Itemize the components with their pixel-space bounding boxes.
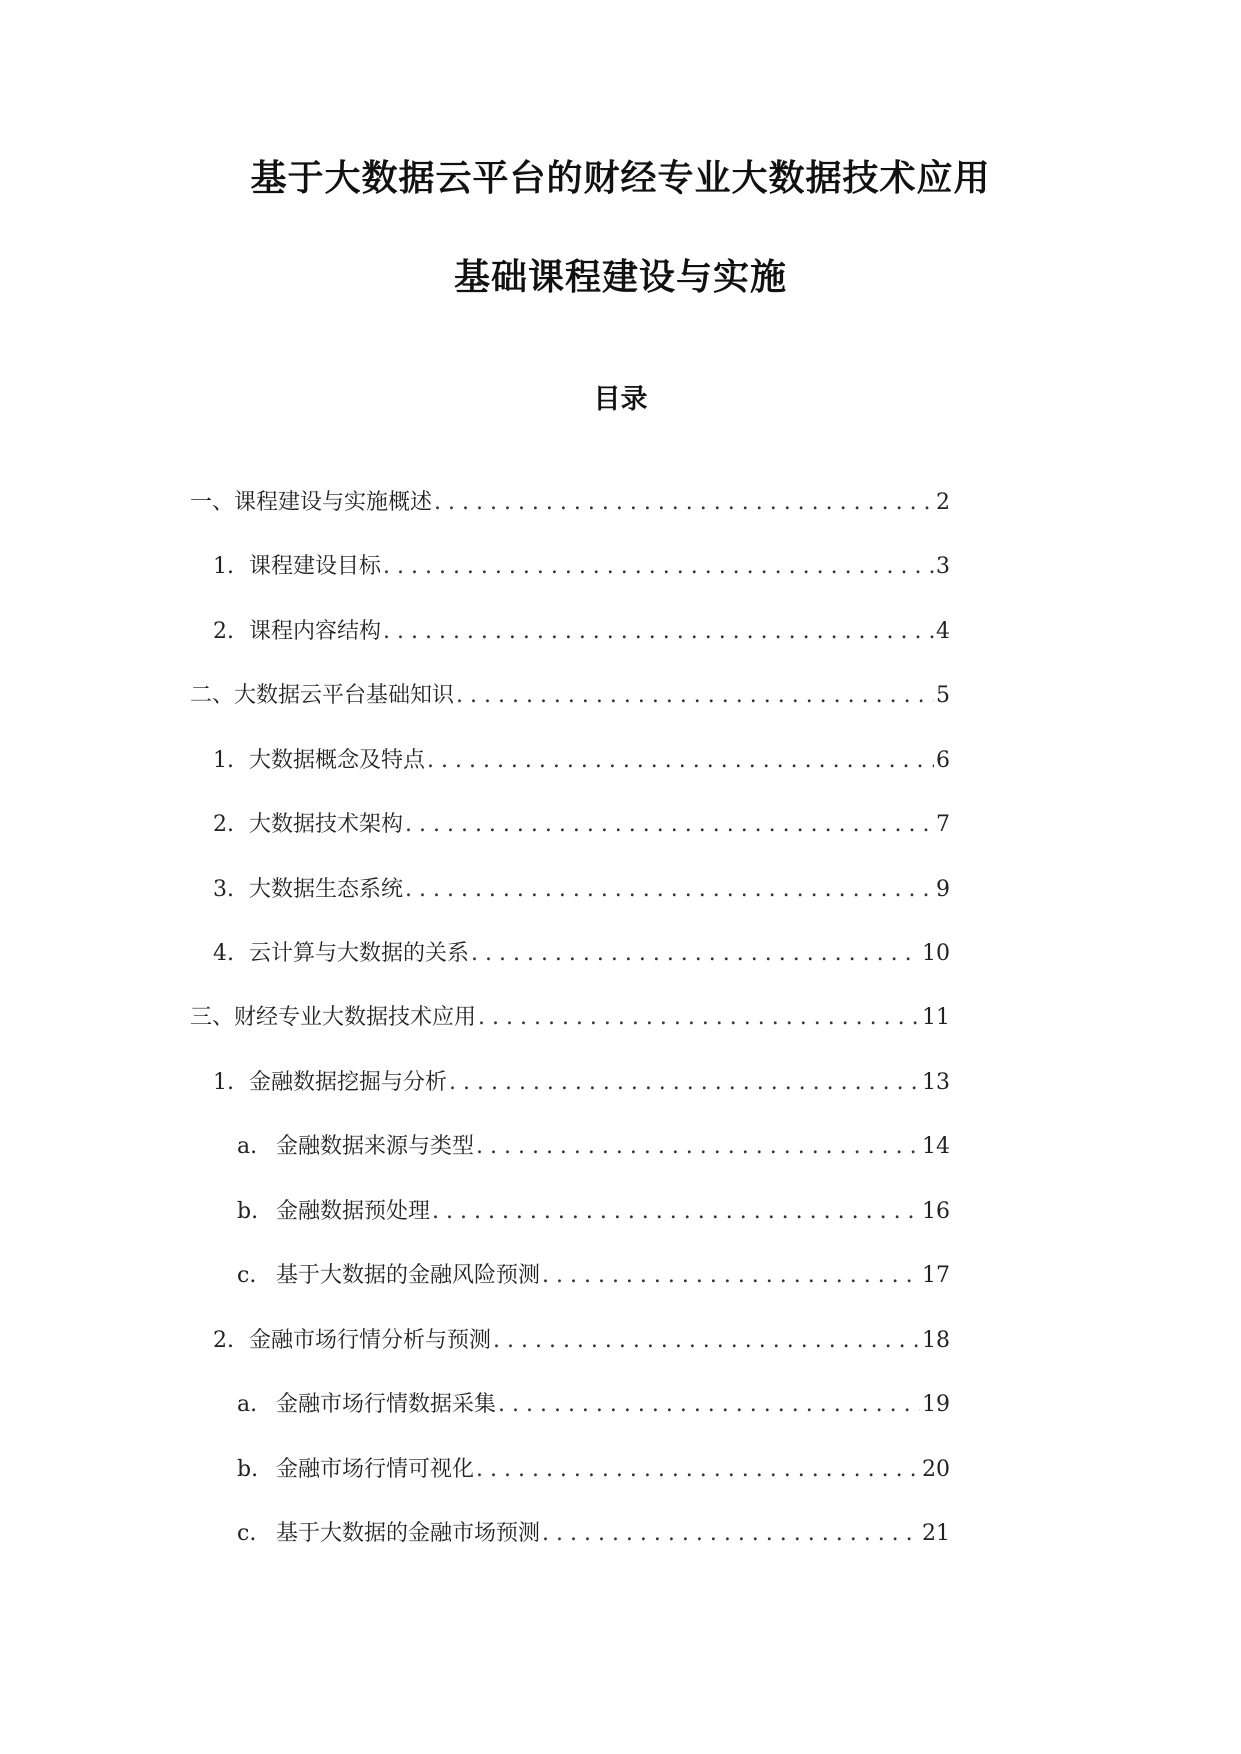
toc-entry-page-number: 11 <box>922 1005 950 1030</box>
toc-entry-3-2[interactable] <box>213 1323 950 1359</box>
toc-dot-leader <box>383 619 934 644</box>
toc-entry-2-2[interactable] <box>213 807 950 843</box>
document-title-line-1: 基于大数据云平台的财经专业大数据技术应用 <box>250 158 991 199</box>
toc-entry-3-1-a[interactable] <box>237 1129 950 1165</box>
toc-entry-page-number: 5 <box>936 683 950 708</box>
toc-entry-page-number: 16 <box>922 1199 950 1224</box>
toc-dot-leader <box>432 1199 920 1224</box>
toc-entry-section-1[interactable] <box>190 485 950 521</box>
toc-entry-number: 一、 <box>190 490 235 515</box>
toc-entry-page-number: 21 <box>922 1521 950 1546</box>
toc-entry-title: 课程建设目标 <box>249 554 382 579</box>
toc-entry-number: c. <box>237 1521 257 1546</box>
toc-entry-page-number: 9 <box>936 877 950 902</box>
toc-dot-leader <box>493 1328 920 1353</box>
toc-entry-title: 大数据生态系统 <box>249 877 404 902</box>
toc-entry-3-2-c[interactable] <box>237 1516 950 1552</box>
toc-entry-page-number: 13 <box>922 1070 950 1095</box>
toc-entry-3-1[interactable] <box>213 1065 950 1101</box>
toc-entry-title: 课程建设与实施概述 <box>234 490 433 515</box>
toc-entry-3-1-b[interactable] <box>237 1194 950 1230</box>
toc-entry-number: 三、 <box>190 1005 235 1030</box>
toc-entry-page-number: 7 <box>936 812 950 837</box>
toc-entry-title: 课程内容结构 <box>249 619 382 644</box>
toc-entry-1-1[interactable] <box>213 549 950 585</box>
toc-entry-title: 金融市场行情可视化 <box>276 1457 475 1482</box>
toc-dot-leader <box>476 1134 920 1159</box>
toc-entry-2-4[interactable] <box>213 936 950 972</box>
toc-entry-1-2[interactable] <box>213 614 950 650</box>
toc-entry-title: 大数据概念及特点 <box>249 748 426 773</box>
toc-entry-number: 1. <box>213 554 234 579</box>
toc-entry-3-1-c[interactable] <box>237 1258 950 1294</box>
toc-entry-page-number: 14 <box>922 1134 950 1159</box>
toc-dot-leader <box>405 812 934 837</box>
toc-dot-leader <box>478 1005 920 1030</box>
toc-heading: 目录 <box>593 384 648 415</box>
toc-entry-number: 3. <box>213 877 234 902</box>
toc-dot-leader <box>476 1457 920 1482</box>
toc-entry-number: b. <box>237 1199 259 1224</box>
toc-entry-page-number: 2 <box>936 490 950 515</box>
toc-entry-title: 基于大数据的金融市场预测 <box>276 1521 541 1546</box>
toc-entry-title: 金融数据来源与类型 <box>276 1134 475 1159</box>
toc-dot-leader <box>498 1392 920 1417</box>
toc-entry-2-1[interactable] <box>213 743 950 779</box>
toc-entry-page-number: 4 <box>936 619 950 644</box>
toc-entry-title: 金融数据挖掘与分析 <box>249 1070 448 1095</box>
toc-entry-page-number: 17 <box>922 1263 950 1288</box>
toc-entry-2-3[interactable] <box>213 872 950 908</box>
toc-entry-title: 财经专业大数据技术应用 <box>234 1005 477 1030</box>
toc-dot-leader <box>434 490 934 515</box>
toc-dot-leader <box>471 941 920 966</box>
toc-entry-title: 大数据技术架构 <box>249 812 404 837</box>
toc-entry-title: 大数据云平台基础知识 <box>234 683 455 708</box>
toc-entry-title: 基于大数据的金融风险预测 <box>276 1263 541 1288</box>
toc-entry-title: 金融市场行情数据采集 <box>276 1392 497 1417</box>
toc-entry-page-number: 10 <box>922 941 950 966</box>
toc-entry-number: 2. <box>213 812 234 837</box>
toc-entry-page-number: 3 <box>936 554 950 579</box>
toc-entry-number: 2. <box>213 619 234 644</box>
toc-dot-leader <box>405 877 934 902</box>
toc-dot-leader <box>542 1521 920 1546</box>
toc-dot-leader <box>456 683 934 708</box>
toc-entry-number: 二、 <box>190 683 235 708</box>
toc-entry-number: 1. <box>213 1070 234 1095</box>
toc-entry-number: a. <box>237 1392 258 1417</box>
toc-entry-page-number: 18 <box>922 1328 950 1353</box>
toc-dot-leader <box>449 1070 920 1095</box>
toc-entry-title: 金融数据预处理 <box>276 1199 431 1224</box>
toc-dot-leader <box>427 748 934 773</box>
toc-entry-section-3[interactable] <box>190 1000 950 1036</box>
toc-dot-leader <box>542 1263 920 1288</box>
toc-entry-page-number: 6 <box>936 748 950 773</box>
document-title-line-2: 基础课程建设与实施 <box>453 257 787 298</box>
toc-entry-3-2-a[interactable] <box>237 1387 950 1423</box>
toc-entry-title: 云计算与大数据的关系 <box>249 941 470 966</box>
toc-entry-title: 金融市场行情分析与预测 <box>249 1328 492 1353</box>
toc-dot-leader <box>383 554 934 579</box>
toc-entry-section-2[interactable] <box>190 678 950 714</box>
toc-entry-page-number: 20 <box>922 1457 950 1482</box>
toc-entry-number: 4. <box>213 941 234 966</box>
toc-entry-number: b. <box>237 1457 259 1482</box>
toc-entry-number: c. <box>237 1263 257 1288</box>
toc-entry-number: 2. <box>213 1328 234 1353</box>
toc-entry-number: 1. <box>213 748 234 773</box>
toc-entry-page-number: 19 <box>922 1392 950 1417</box>
toc-entry-number: a. <box>237 1134 258 1159</box>
toc-entry-3-2-b[interactable] <box>237 1452 950 1488</box>
